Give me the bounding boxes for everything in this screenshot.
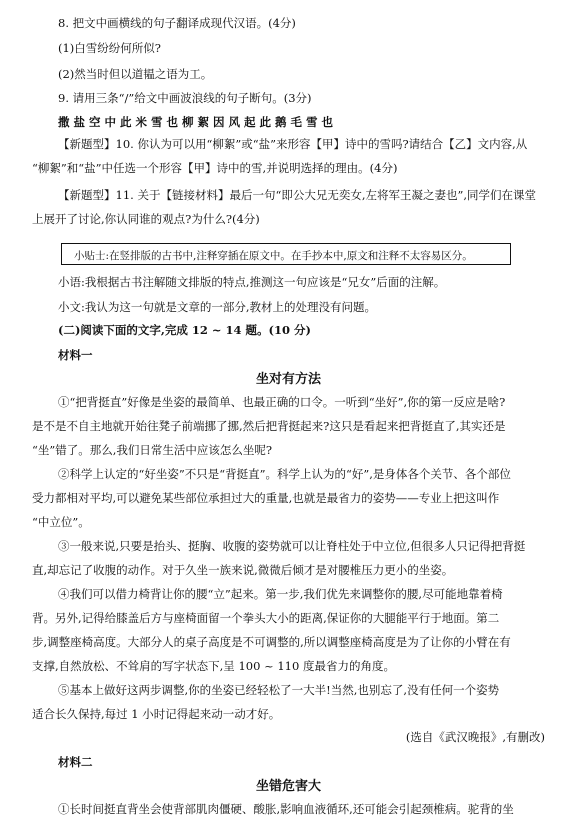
tip-text: 小贴士:在竖排版的古书中,注释穿插在原文中。在手抄本中,原文和注释不太容易区分。 — [74, 250, 473, 262]
question-8: 8. 把文中画横线的句子翻译成现代汉语。(4分) — [58, 16, 296, 30]
p1-line2: 是不是不自主地就开始往凳子前端挪了挪,然后把背挺起来?这只是看起来把背挺直了,其实还是 — [32, 419, 506, 433]
material2-label: 材料二 — [58, 755, 93, 769]
p5-line2: 适合长久保持,每过 1 小时记得起来动一动才好。 — [32, 707, 281, 721]
p4-line4: 支撑,自然放松、不耸肩的写字状态下,呈 100 ~ 110 度最省力的角度。 — [32, 659, 395, 673]
p1-line3: “坐”错了。那么,我们日常生活中应该怎么坐呢? — [32, 443, 273, 457]
p4-line1: ④我们可以借力椅背让你的腰“立”起来。第一步,我们优先来调整你的腰,尽可能地靠着椅 — [58, 587, 503, 601]
p2-line3: “中立位”。 — [32, 515, 90, 529]
question-10-line1: 【新题型】10. 你认为可以用“柳絮”或“盐”来形容【甲】诗中的雪吗?请结合【乙】文内容,从 — [58, 137, 528, 151]
question-8-2: (2)然当时但以道韫之语为工。 — [58, 67, 213, 81]
question-11-line1: 【新题型】11. 关于【链接材料】最后一句“即公大兄无奕女,左将军王凝之妻也”,同学们在课堂 — [58, 188, 537, 202]
source-note: (选自《武汉晚报》,有删改) — [405, 730, 545, 744]
p2-line1: ②科学上认定的“好坐姿”不只是“背挺直”。科学上认为的“好”,是身体各个关节、各个部位 — [58, 467, 511, 481]
p4-line2: 背。另外,记得给膝盖后方与座椅面留一个拳头大小的距离,保证你的大腿能平行于地面。第二 — [32, 611, 500, 625]
p3-line1: ③一般来说,只要是抬头、挺胸、收腹的姿势就可以让脊柱处于中立位,但很多人只记得把背挺 — [58, 539, 526, 553]
m2-p1-line1: ①长时间挺直背坐会使背部肌肉僵硬、酸胀,影响血液循环,还可能会引起颈椎病。驼背的坐 — [58, 802, 514, 816]
question-9-text: 撒 盐 空 中 此 米 雪 也 柳 絮 因 风 起 此 鹅 毛 雪 也 — [58, 115, 334, 129]
section2-heading: (二)阅读下面的文字,完成 12 ~ 14 题。(10 分) — [58, 323, 311, 337]
p2-line2: 受力都相对平均,可以避免某些部位承担过大的重量,也就是最省力的姿势——专业上把这叫作 — [32, 491, 500, 505]
p1-line1: ①“把背挺直”好像是坐姿的最简单、也最正确的口令。一听到“坐好”,你的第一反应是啥? — [58, 395, 506, 409]
question-9: 9. 请用三条“/”给文中画波浪线的句子断句。(3分) — [58, 91, 312, 105]
article-title-2: 坐错危害大 — [255, 779, 321, 794]
article-title-1: 坐对有方法 — [255, 372, 321, 387]
question-10-line2: “柳絮”和“盐”中任选一个形容【甲】诗中的雪,并说明选择的理由。(4分) — [32, 161, 398, 175]
question-11-line2: 上展开了讨论,你认同谁的观点?为什么?(4分) — [32, 212, 260, 226]
xiaodu-opinion: 小语:我根据古书注解随文排版的特点,推测这一句应该是“兄女”后面的注解。 — [58, 275, 446, 289]
xiaowen-opinion: 小文:我认为这一句就是文章的一部分,教材上的处理没有问题。 — [58, 300, 377, 314]
tip-box — [61, 243, 511, 265]
p3-line2: 直,却忘记了收腹的动作。对于久坐一族来说,微微后倾才是对腰椎压力更小的坐姿。 — [32, 563, 454, 577]
p4-line3: 步,调整座椅高度。大部分人的桌子高度是不可调整的,所以调整座椅高度是为了让你的小臂在有 — [32, 635, 511, 649]
p5-line1: ⑤基本上做好这两步调整,你的坐姿已经轻松了一大半!当然,也别忘了,没有任何一个姿势 — [58, 683, 500, 697]
question-8-1: (1)白雪纷纷何所似? — [58, 41, 161, 55]
material1-label: 材料一 — [58, 348, 93, 362]
